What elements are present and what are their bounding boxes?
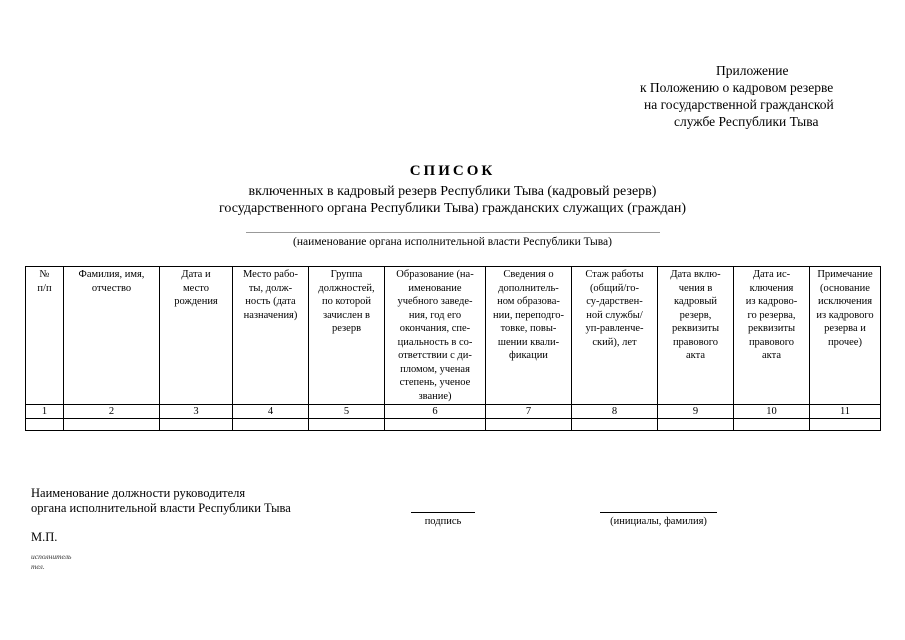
column-header-6 xyxy=(385,267,486,405)
column-header-line: су-дарствен- xyxy=(586,296,643,307)
table-cell[interactable] xyxy=(734,419,810,431)
column-header-line: прочее) xyxy=(828,336,862,348)
column-header-4 xyxy=(233,267,309,405)
name-caption: (инициалы, фамилия) xyxy=(610,516,707,527)
column-header-line: № xyxy=(39,269,50,280)
column-header-line: именование xyxy=(408,282,462,294)
column-header-line: уп-равленче- xyxy=(585,323,644,334)
column-header-line: Место рабо- xyxy=(242,269,299,280)
column-header-line: Примечание xyxy=(817,269,873,280)
column-header-2 xyxy=(64,267,160,405)
column-header-line: го резерва, xyxy=(747,309,796,321)
column-header-line: товке, повы- xyxy=(500,323,557,334)
appendix-header xyxy=(590,62,905,130)
column-header-line: отчество xyxy=(91,282,132,294)
table-cell[interactable] xyxy=(160,419,233,431)
column-number-cell: 4 xyxy=(233,405,309,419)
column-number-cell: 11 xyxy=(810,405,881,419)
column-header-line: степень, ученое xyxy=(399,377,471,388)
column-header-line: чения в xyxy=(678,282,713,294)
column-header-line: ном образова- xyxy=(497,296,560,307)
column-header-line: исключения xyxy=(817,296,873,307)
organ-name-caption: (наименование органа исполнительной власти Республики Тыва) xyxy=(293,236,612,248)
column-header-line: Группа xyxy=(330,269,363,280)
appendix-line-3: на государственной гражданской xyxy=(644,97,834,112)
column-header-line: ной службы/ xyxy=(586,309,643,321)
executor-phone-label: тел. xyxy=(31,562,45,571)
reserve-list-table xyxy=(25,266,881,431)
column-number-cell: 6 xyxy=(385,405,486,419)
column-header-line: (общий/го- xyxy=(589,282,640,294)
name-line xyxy=(600,512,717,513)
column-header-line: Дата и xyxy=(181,269,211,280)
column-header-line: Образование (на- xyxy=(396,269,474,280)
column-header-5 xyxy=(309,267,385,405)
column-number-row xyxy=(26,405,881,419)
column-header-line: п/п xyxy=(37,282,52,294)
signature-caption: подпись xyxy=(424,516,462,527)
table-cell[interactable] xyxy=(486,419,572,431)
column-header-line: (основание xyxy=(820,282,870,294)
column-number-cell: 2 xyxy=(64,405,160,419)
table-cell[interactable] xyxy=(309,419,385,431)
column-number-cell: 8 xyxy=(572,405,658,419)
table-cell[interactable] xyxy=(572,419,658,431)
column-header-line: место xyxy=(183,282,209,294)
column-header-line: Фамилия, имя, xyxy=(78,269,145,280)
table-cell[interactable] xyxy=(385,419,486,431)
column-header-line: реквизиты xyxy=(748,323,795,334)
column-header-line: циальность в со- xyxy=(397,336,473,348)
column-number-cell: 10 xyxy=(734,405,810,419)
column-header-7 xyxy=(486,267,572,405)
column-header-line: акта xyxy=(685,350,705,361)
column-number-cell: 3 xyxy=(160,405,233,419)
column-header-line: должностей, xyxy=(318,282,375,294)
column-header-line: звание) xyxy=(418,390,452,402)
appendix-line-1: Приложение xyxy=(716,63,789,78)
subtitle-line-2: государственного органа Республики Тыва) гражданских служащих (граждан) xyxy=(218,201,687,216)
column-number-cell: 5 xyxy=(309,405,385,419)
column-header-10 xyxy=(734,267,810,405)
document-subtitle xyxy=(0,183,905,217)
document-title: СПИСОК xyxy=(409,163,496,179)
column-header-line: ты, долж- xyxy=(248,282,293,294)
appendix-line-4: службе Республики Тыва xyxy=(674,114,819,129)
column-header-line: ответствии с ди- xyxy=(398,350,472,361)
column-header-9 xyxy=(658,267,734,405)
table-row xyxy=(26,419,881,431)
signature-line xyxy=(411,512,475,513)
column-header-line: шении квали- xyxy=(497,336,560,348)
column-header-line: Сведения о xyxy=(503,269,554,280)
column-header-line: ский), лет xyxy=(592,336,637,348)
head-position-line-2: органа исполнительной власти Республики Тыва xyxy=(31,501,291,515)
table-cell[interactable] xyxy=(658,419,734,431)
column-header-line: нии, переподго- xyxy=(493,309,564,321)
organ-name-field-line xyxy=(246,232,660,233)
column-header-line: правового xyxy=(672,336,719,348)
column-header-8 xyxy=(572,267,658,405)
column-header-line: Стаж работы xyxy=(585,269,644,280)
column-number-cell: 1 xyxy=(26,405,64,419)
executor-label: исполнитель xyxy=(31,552,72,561)
column-number-cell: 9 xyxy=(658,405,734,419)
column-header-line: рождения xyxy=(174,296,218,307)
appendix-line-2: к Положению о кадровом резерве xyxy=(640,80,834,95)
table-cell[interactable] xyxy=(64,419,160,431)
column-header-line: зачислен в xyxy=(322,309,371,321)
column-header-11 xyxy=(810,267,881,405)
column-header-line: из кадрового xyxy=(816,309,874,321)
column-header-line: резерв xyxy=(331,323,362,334)
column-header-line: фикации xyxy=(509,350,548,361)
column-header-line: Дата вклю- xyxy=(670,269,721,280)
subtitle-line-1: включенных в кадровый резерв Республики Тыва (кадровый резерв) xyxy=(248,184,657,199)
column-header-3 xyxy=(160,267,233,405)
table-cell[interactable] xyxy=(233,419,309,431)
column-header-line: учебного заведе- xyxy=(397,296,473,307)
column-header-line: ность (дата xyxy=(245,296,296,307)
column-header-line: Дата ис- xyxy=(752,269,791,280)
column-header-line: по которой xyxy=(322,296,371,307)
column-header-line: кадровый xyxy=(673,296,718,307)
column-header-line: резерв, xyxy=(679,309,712,321)
table-cell[interactable] xyxy=(810,419,881,431)
column-header-line: из кадрово- xyxy=(745,296,798,307)
column-header-line: акта xyxy=(761,350,781,361)
column-header-line: назначения) xyxy=(243,309,298,321)
column-header-line: дополнитель- xyxy=(498,282,559,294)
stamp-placeholder: М.П. xyxy=(31,530,58,544)
table-cell[interactable] xyxy=(26,419,64,431)
column-header-line: реквизиты xyxy=(672,323,719,334)
column-header-line: резерва и xyxy=(824,323,866,334)
column-header-line: правового xyxy=(748,336,795,348)
column-header-line: окончания, спе- xyxy=(399,323,471,334)
column-number-cell: 7 xyxy=(486,405,572,419)
executor-note xyxy=(31,552,71,572)
head-position-line-1: Наименование должности руководителя xyxy=(31,486,246,500)
column-header-line: ключения xyxy=(749,282,794,294)
column-header-1 xyxy=(26,267,64,405)
table-header-row xyxy=(26,267,881,405)
head-position-label xyxy=(31,486,291,516)
column-header-line: ния, год его xyxy=(408,309,462,321)
column-header-line: пломом, ученая xyxy=(400,363,470,375)
